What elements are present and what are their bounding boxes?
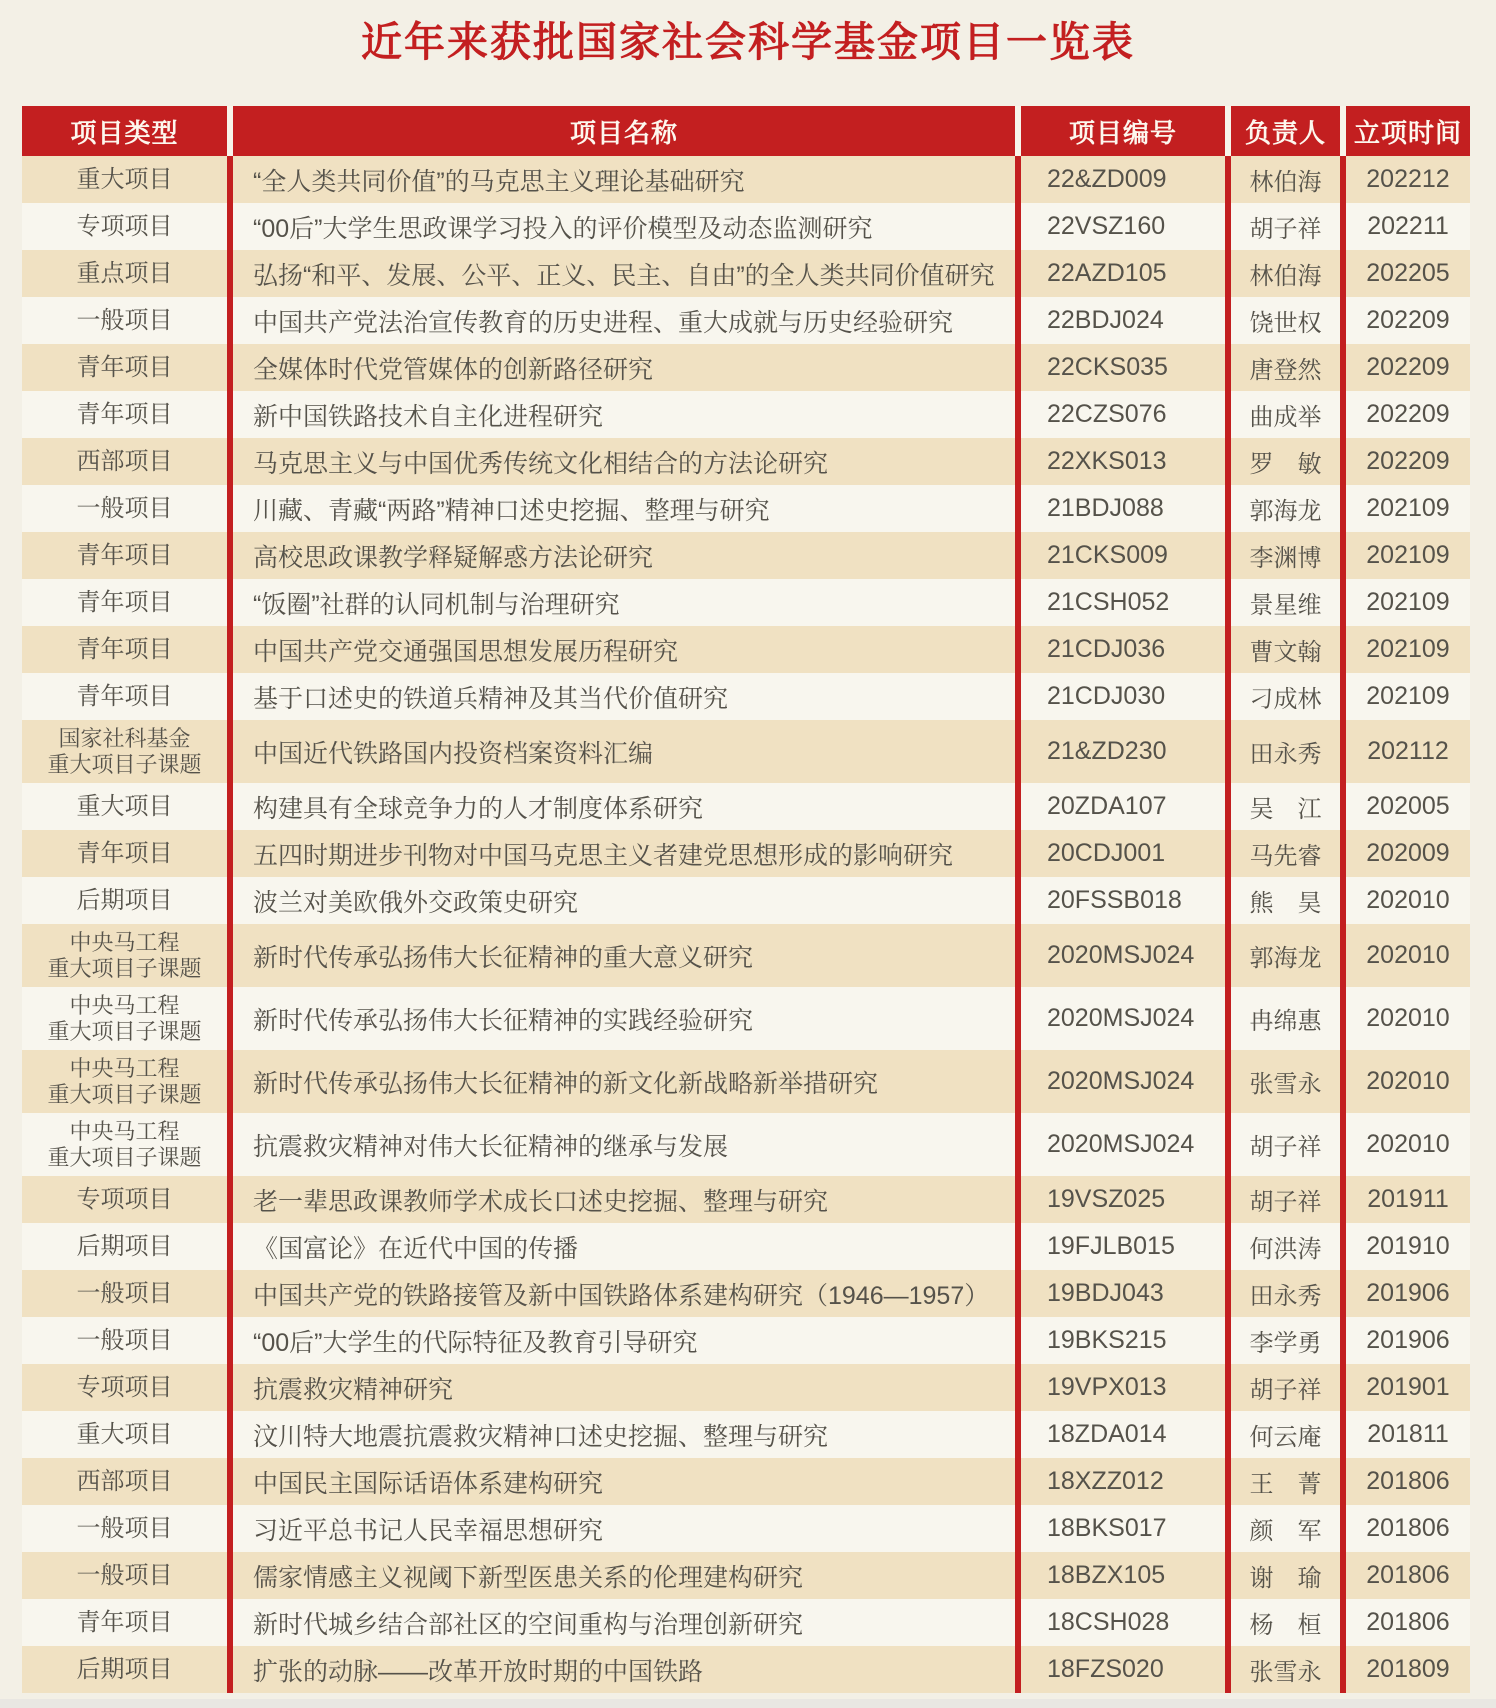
table-body xyxy=(22,156,1470,1693)
cell-project-name: 波兰对美欧俄外交政策史研究 xyxy=(227,877,1015,924)
cell-project-code: 18FZS020 xyxy=(1015,1646,1225,1693)
project-type-line1: 专项项目 xyxy=(76,1374,173,1401)
project-type-line1: 一般项目 xyxy=(76,495,173,522)
cell-project-leader: 王 菁 xyxy=(1225,1458,1340,1505)
cell-project-type xyxy=(22,1050,227,1113)
cell-project-type xyxy=(22,626,227,673)
cell-project-type xyxy=(22,1364,227,1411)
table-row xyxy=(22,532,1470,579)
cell-project-code: 19BDJ043 xyxy=(1015,1270,1225,1317)
cell-project-code: 22CKS035 xyxy=(1015,344,1225,391)
cell-project-code: 2020MSJ024 xyxy=(1015,924,1225,987)
cell-project-name: 中国近代铁路国内投资档案资料汇编 xyxy=(227,720,1015,783)
project-type-line1: 青年项目 xyxy=(76,354,173,381)
cell-project-leader: 张雪永 xyxy=(1225,1050,1340,1113)
cell-project-name: 抗震救灾精神研究 xyxy=(227,1364,1015,1411)
table-row xyxy=(22,1505,1470,1552)
cell-project-leader: 何洪涛 xyxy=(1225,1223,1340,1270)
project-type-line1: 青年项目 xyxy=(76,542,173,569)
project-type-line1: 重大项目 xyxy=(76,793,173,820)
project-type-line1: 中央马工程 xyxy=(69,1118,180,1144)
table-row xyxy=(22,391,1470,438)
cell-project-leader: 颜 军 xyxy=(1225,1505,1340,1552)
cell-project-leader: 田永秀 xyxy=(1225,720,1340,783)
table-row xyxy=(22,1599,1470,1646)
project-type-line1: 重大项目 xyxy=(76,1421,173,1448)
cell-project-leader: 熊 昊 xyxy=(1225,877,1340,924)
project-type-line1: 后期项目 xyxy=(76,887,173,914)
cell-project-type xyxy=(22,987,227,1050)
table-row xyxy=(22,877,1470,924)
cell-approval-date: 202209 xyxy=(1340,438,1470,485)
project-type-line1: 一般项目 xyxy=(76,1515,173,1542)
cell-project-name: 扩张的动脉——改革开放时期的中国铁路 xyxy=(227,1646,1015,1693)
table-row xyxy=(22,1113,1470,1176)
project-type-line1: 青年项目 xyxy=(76,589,173,616)
table-header-row xyxy=(22,106,1470,156)
project-type-line2: 重大项目子课题 xyxy=(47,1144,202,1170)
cell-project-name: 《国富论》在近代中国的传播 xyxy=(227,1223,1015,1270)
cell-project-name: 习近平总书记人民幸福思想研究 xyxy=(227,1505,1015,1552)
cell-project-leader: 吴 江 xyxy=(1225,783,1340,830)
cell-project-code: 19VPX013 xyxy=(1015,1364,1225,1411)
cell-approval-date: 202205 xyxy=(1340,250,1470,297)
project-type-line1: 后期项目 xyxy=(76,1656,173,1683)
cell-project-type xyxy=(22,250,227,297)
cell-project-code: 21BDJ088 xyxy=(1015,485,1225,532)
cell-project-leader: 杨 桓 xyxy=(1225,1599,1340,1646)
page-title: 近年来获批国家社会科学基金项目一览表 xyxy=(361,19,1135,65)
project-type-line1: 中央马工程 xyxy=(69,929,180,955)
cell-project-type xyxy=(22,1552,227,1599)
cell-project-code: 18BKS017 xyxy=(1015,1505,1225,1552)
cell-project-code: 18XZZ012 xyxy=(1015,1458,1225,1505)
cell-approval-date: 202010 xyxy=(1340,877,1470,924)
cell-project-name: 基于口述史的铁道兵精神及其当代价值研究 xyxy=(227,673,1015,720)
cell-project-type xyxy=(22,344,227,391)
cell-project-name: “全人类共同价值”的马克思主义理论基础研究 xyxy=(227,156,1015,203)
cell-approval-date: 202010 xyxy=(1340,1050,1470,1113)
table-row xyxy=(22,987,1470,1050)
cell-project-code: 22VSZ160 xyxy=(1015,203,1225,250)
project-type-line1: 中央马工程 xyxy=(69,992,180,1018)
table-row xyxy=(22,156,1470,203)
table-row xyxy=(22,720,1470,783)
table-row xyxy=(22,1223,1470,1270)
table-row xyxy=(22,673,1470,720)
cell-project-type xyxy=(22,438,227,485)
table-row xyxy=(22,344,1470,391)
cell-project-type xyxy=(22,579,227,626)
table-row xyxy=(22,924,1470,987)
cell-project-type xyxy=(22,532,227,579)
cell-approval-date: 202212 xyxy=(1340,156,1470,203)
cell-project-code: 21CDJ036 xyxy=(1015,626,1225,673)
cell-project-name: “00后”大学生的代际特征及教育引导研究 xyxy=(227,1317,1015,1364)
table-row xyxy=(22,783,1470,830)
cell-project-type xyxy=(22,485,227,532)
cell-project-leader: 马先睿 xyxy=(1225,830,1340,877)
cell-project-code: 22CZS076 xyxy=(1015,391,1225,438)
cell-approval-date: 202010 xyxy=(1340,987,1470,1050)
cell-approval-date: 202005 xyxy=(1340,783,1470,830)
cell-project-code: 18CSH028 xyxy=(1015,1599,1225,1646)
cell-project-leader: 林伯海 xyxy=(1225,156,1340,203)
cell-project-leader: 张雪永 xyxy=(1225,1646,1340,1693)
project-type-line1: 国家社科基金 xyxy=(58,725,191,751)
project-type-line1: 重点项目 xyxy=(76,260,173,287)
cell-approval-date: 201910 xyxy=(1340,1223,1470,1270)
cell-project-type xyxy=(22,1113,227,1176)
cell-project-leader: 唐登然 xyxy=(1225,344,1340,391)
table-row xyxy=(22,830,1470,877)
cell-project-leader: 谢 瑜 xyxy=(1225,1552,1340,1599)
cell-project-code: 2020MSJ024 xyxy=(1015,987,1225,1050)
cell-approval-date: 201906 xyxy=(1340,1270,1470,1317)
project-type-line1: 青年项目 xyxy=(76,840,173,867)
cell-project-code: 22BDJ024 xyxy=(1015,297,1225,344)
projects-table xyxy=(22,106,1470,1693)
cell-project-code: 2020MSJ024 xyxy=(1015,1050,1225,1113)
cell-project-name: 新时代传承弘扬伟大长征精神的新文化新战略新举措研究 xyxy=(227,1050,1015,1113)
cell-project-name: 新中国铁路技术自主化进程研究 xyxy=(227,391,1015,438)
header-cell-project-code: 项目编号 xyxy=(1015,106,1225,156)
cell-project-code: 19FJLB015 xyxy=(1015,1223,1225,1270)
cell-project-type xyxy=(22,783,227,830)
cell-project-type xyxy=(22,830,227,877)
cell-approval-date: 202109 xyxy=(1340,485,1470,532)
table-row xyxy=(22,1050,1470,1113)
cell-project-leader: 冉绵惠 xyxy=(1225,987,1340,1050)
cell-project-name: 五四时期进步刊物对中国马克思主义者建党思想形成的影响研究 xyxy=(227,830,1015,877)
header-cell-project-name: 项目名称 xyxy=(227,106,1015,156)
cell-project-code: 20FSSB018 xyxy=(1015,877,1225,924)
table-row xyxy=(22,1411,1470,1458)
cell-project-name: 中国共产党的铁路接管及新中国铁路体系建构研究（1946—1957） xyxy=(227,1270,1015,1317)
cell-project-code: 18ZDA014 xyxy=(1015,1411,1225,1458)
cell-project-name: 弘扬“和平、发展、公平、正义、民主、自由”的全人类共同价值研究 xyxy=(227,250,1015,297)
table-row xyxy=(22,626,1470,673)
cell-project-code: 19BKS215 xyxy=(1015,1317,1225,1364)
cell-project-leader: 曹文翰 xyxy=(1225,626,1340,673)
cell-project-leader: 饶世权 xyxy=(1225,297,1340,344)
project-type-line1: 青年项目 xyxy=(76,1609,173,1636)
project-type-line1: 青年项目 xyxy=(76,401,173,428)
cell-project-name: 中国民主国际话语体系建构研究 xyxy=(227,1458,1015,1505)
cell-project-leader: 罗 敏 xyxy=(1225,438,1340,485)
cell-approval-date: 202209 xyxy=(1340,391,1470,438)
cell-approval-date: 202109 xyxy=(1340,626,1470,673)
cell-project-type xyxy=(22,1505,227,1552)
cell-project-type xyxy=(22,1270,227,1317)
cell-project-leader: 刁成林 xyxy=(1225,673,1340,720)
cell-project-code: 2020MSJ024 xyxy=(1015,1113,1225,1176)
cell-approval-date: 202010 xyxy=(1340,924,1470,987)
table-row xyxy=(22,1176,1470,1223)
cell-project-name: “饭圈”社群的认同机制与治理研究 xyxy=(227,579,1015,626)
project-type-line1: 重大项目 xyxy=(76,166,173,193)
cell-project-leader: 田永秀 xyxy=(1225,1270,1340,1317)
cell-project-leader: 何云庵 xyxy=(1225,1411,1340,1458)
cell-project-type xyxy=(22,924,227,987)
table-row xyxy=(22,579,1470,626)
cell-approval-date: 201906 xyxy=(1340,1317,1470,1364)
project-type-line1: 后期项目 xyxy=(76,1233,173,1260)
cell-project-code: 22&ZD009 xyxy=(1015,156,1225,203)
cell-project-name: 中国共产党交通强国思想发展历程研究 xyxy=(227,626,1015,673)
cell-approval-date: 202209 xyxy=(1340,297,1470,344)
cell-project-name: 儒家情感主义视阈下新型医患关系的伦理建构研究 xyxy=(227,1552,1015,1599)
cell-approval-date: 201809 xyxy=(1340,1646,1470,1693)
cell-project-name: 中国共产党法治宣传教育的历史进程、重大成就与历史经验研究 xyxy=(227,297,1015,344)
cell-project-name: 新时代传承弘扬伟大长征精神的实践经验研究 xyxy=(227,987,1015,1050)
project-type-line1: 专项项目 xyxy=(76,1186,173,1213)
cell-project-leader: 林伯海 xyxy=(1225,250,1340,297)
table-row xyxy=(22,203,1470,250)
project-type-line1: 一般项目 xyxy=(76,1562,173,1589)
project-type-line1: 一般项目 xyxy=(76,1280,173,1307)
cell-project-name: 新时代传承弘扬伟大长征精神的重大意义研究 xyxy=(227,924,1015,987)
cell-approval-date: 201806 xyxy=(1340,1505,1470,1552)
cell-project-name: 全媒体时代党管媒体的创新路径研究 xyxy=(227,344,1015,391)
table-row xyxy=(22,1552,1470,1599)
project-type-line1: 西部项目 xyxy=(76,1468,173,1495)
cell-project-type xyxy=(22,1223,227,1270)
project-type-line1: 中央马工程 xyxy=(69,1055,180,1081)
cell-approval-date: 202209 xyxy=(1340,344,1470,391)
cell-project-type xyxy=(22,1646,227,1693)
cell-project-leader: 胡子祥 xyxy=(1225,1176,1340,1223)
cell-project-type xyxy=(22,1411,227,1458)
cell-project-code: 20CDJ001 xyxy=(1015,830,1225,877)
cell-project-code: 21CKS009 xyxy=(1015,532,1225,579)
bottom-edge-band xyxy=(0,1699,1496,1708)
cell-approval-date: 202010 xyxy=(1340,1113,1470,1176)
table-row xyxy=(22,297,1470,344)
cell-project-name: 高校思政课教学释疑解惑方法论研究 xyxy=(227,532,1015,579)
cell-approval-date: 201911 xyxy=(1340,1176,1470,1223)
cell-approval-date: 202211 xyxy=(1340,203,1470,250)
cell-project-code: 22AZD105 xyxy=(1015,250,1225,297)
cell-project-type xyxy=(22,297,227,344)
cell-project-name: “00后”大学生思政课学习投入的评价模型及动态监测研究 xyxy=(227,203,1015,250)
cell-project-type xyxy=(22,1599,227,1646)
cell-project-leader: 李渊博 xyxy=(1225,532,1340,579)
table-row xyxy=(22,1317,1470,1364)
cell-project-name: 抗震救灾精神对伟大长征精神的继承与发展 xyxy=(227,1113,1015,1176)
cell-project-leader: 曲成举 xyxy=(1225,391,1340,438)
project-type-line1: 西部项目 xyxy=(76,448,173,475)
header-cell-project-type: 项目类型 xyxy=(22,106,227,156)
project-type-line2: 重大项目子课题 xyxy=(47,1018,202,1044)
project-type-line2: 重大项目子课题 xyxy=(47,1081,202,1107)
table-row xyxy=(22,1646,1470,1693)
project-type-line2: 重大项目子课题 xyxy=(47,751,202,777)
table-row xyxy=(22,250,1470,297)
project-type-line1: 青年项目 xyxy=(76,683,173,710)
cell-project-name: 老一辈思政课教师学术成长口述史挖掘、整理与研究 xyxy=(227,1176,1015,1223)
cell-project-leader: 胡子祥 xyxy=(1225,203,1340,250)
cell-project-name: 新时代城乡结合部社区的空间重构与治理创新研究 xyxy=(227,1599,1015,1646)
cell-project-type xyxy=(22,673,227,720)
cell-approval-date: 201806 xyxy=(1340,1552,1470,1599)
header-cell-approval-date: 立项时间 xyxy=(1340,106,1470,156)
cell-approval-date: 201901 xyxy=(1340,1364,1470,1411)
project-type-line1: 青年项目 xyxy=(76,636,173,663)
cell-project-code: 18BZX105 xyxy=(1015,1552,1225,1599)
project-type-line1: 一般项目 xyxy=(76,307,173,334)
cell-project-code: 19VSZ025 xyxy=(1015,1176,1225,1223)
cell-project-type xyxy=(22,203,227,250)
header-cell-project-leader: 负责人 xyxy=(1225,106,1340,156)
cell-approval-date: 201806 xyxy=(1340,1599,1470,1646)
cell-project-name: 川藏、青藏“两路”精神口述史挖掘、整理与研究 xyxy=(227,485,1015,532)
cell-approval-date: 202109 xyxy=(1340,532,1470,579)
cell-project-leader: 郭海龙 xyxy=(1225,485,1340,532)
cell-approval-date: 202109 xyxy=(1340,673,1470,720)
cell-project-name: 汶川特大地震抗震救灾精神口述史挖掘、整理与研究 xyxy=(227,1411,1015,1458)
cell-project-type xyxy=(22,1176,227,1223)
cell-approval-date: 202112 xyxy=(1340,720,1470,783)
cell-project-type xyxy=(22,1317,227,1364)
cell-project-name: 构建具有全球竞争力的人才制度体系研究 xyxy=(227,783,1015,830)
cell-project-code: 20ZDA107 xyxy=(1015,783,1225,830)
cell-project-leader: 胡子祥 xyxy=(1225,1113,1340,1176)
cell-project-type xyxy=(22,156,227,203)
cell-approval-date: 202009 xyxy=(1340,830,1470,877)
cell-project-type xyxy=(22,391,227,438)
project-type-line1: 一般项目 xyxy=(76,1327,173,1354)
table-row xyxy=(22,485,1470,532)
cell-project-code: 22XKS013 xyxy=(1015,438,1225,485)
cell-project-leader: 郭海龙 xyxy=(1225,924,1340,987)
cell-project-code: 21CSH052 xyxy=(1015,579,1225,626)
project-type-line1: 专项项目 xyxy=(76,213,173,240)
cell-approval-date: 202109 xyxy=(1340,579,1470,626)
cell-project-type xyxy=(22,877,227,924)
cell-approval-date: 201811 xyxy=(1340,1411,1470,1458)
cell-project-name: 马克思主义与中国优秀传统文化相结合的方法论研究 xyxy=(227,438,1015,485)
cell-project-type xyxy=(22,1458,227,1505)
cell-project-leader: 李学勇 xyxy=(1225,1317,1340,1364)
cell-project-type xyxy=(22,720,227,783)
table-row xyxy=(22,1458,1470,1505)
cell-project-leader: 景星维 xyxy=(1225,579,1340,626)
table-row xyxy=(22,438,1470,485)
cell-approval-date: 201806 xyxy=(1340,1458,1470,1505)
cell-project-code: 21CDJ030 xyxy=(1015,673,1225,720)
table-row xyxy=(22,1364,1470,1411)
table-row xyxy=(22,1270,1470,1317)
project-type-line2: 重大项目子课题 xyxy=(47,955,202,981)
cell-project-leader: 胡子祥 xyxy=(1225,1364,1340,1411)
cell-project-code: 21&ZD230 xyxy=(1015,720,1225,783)
